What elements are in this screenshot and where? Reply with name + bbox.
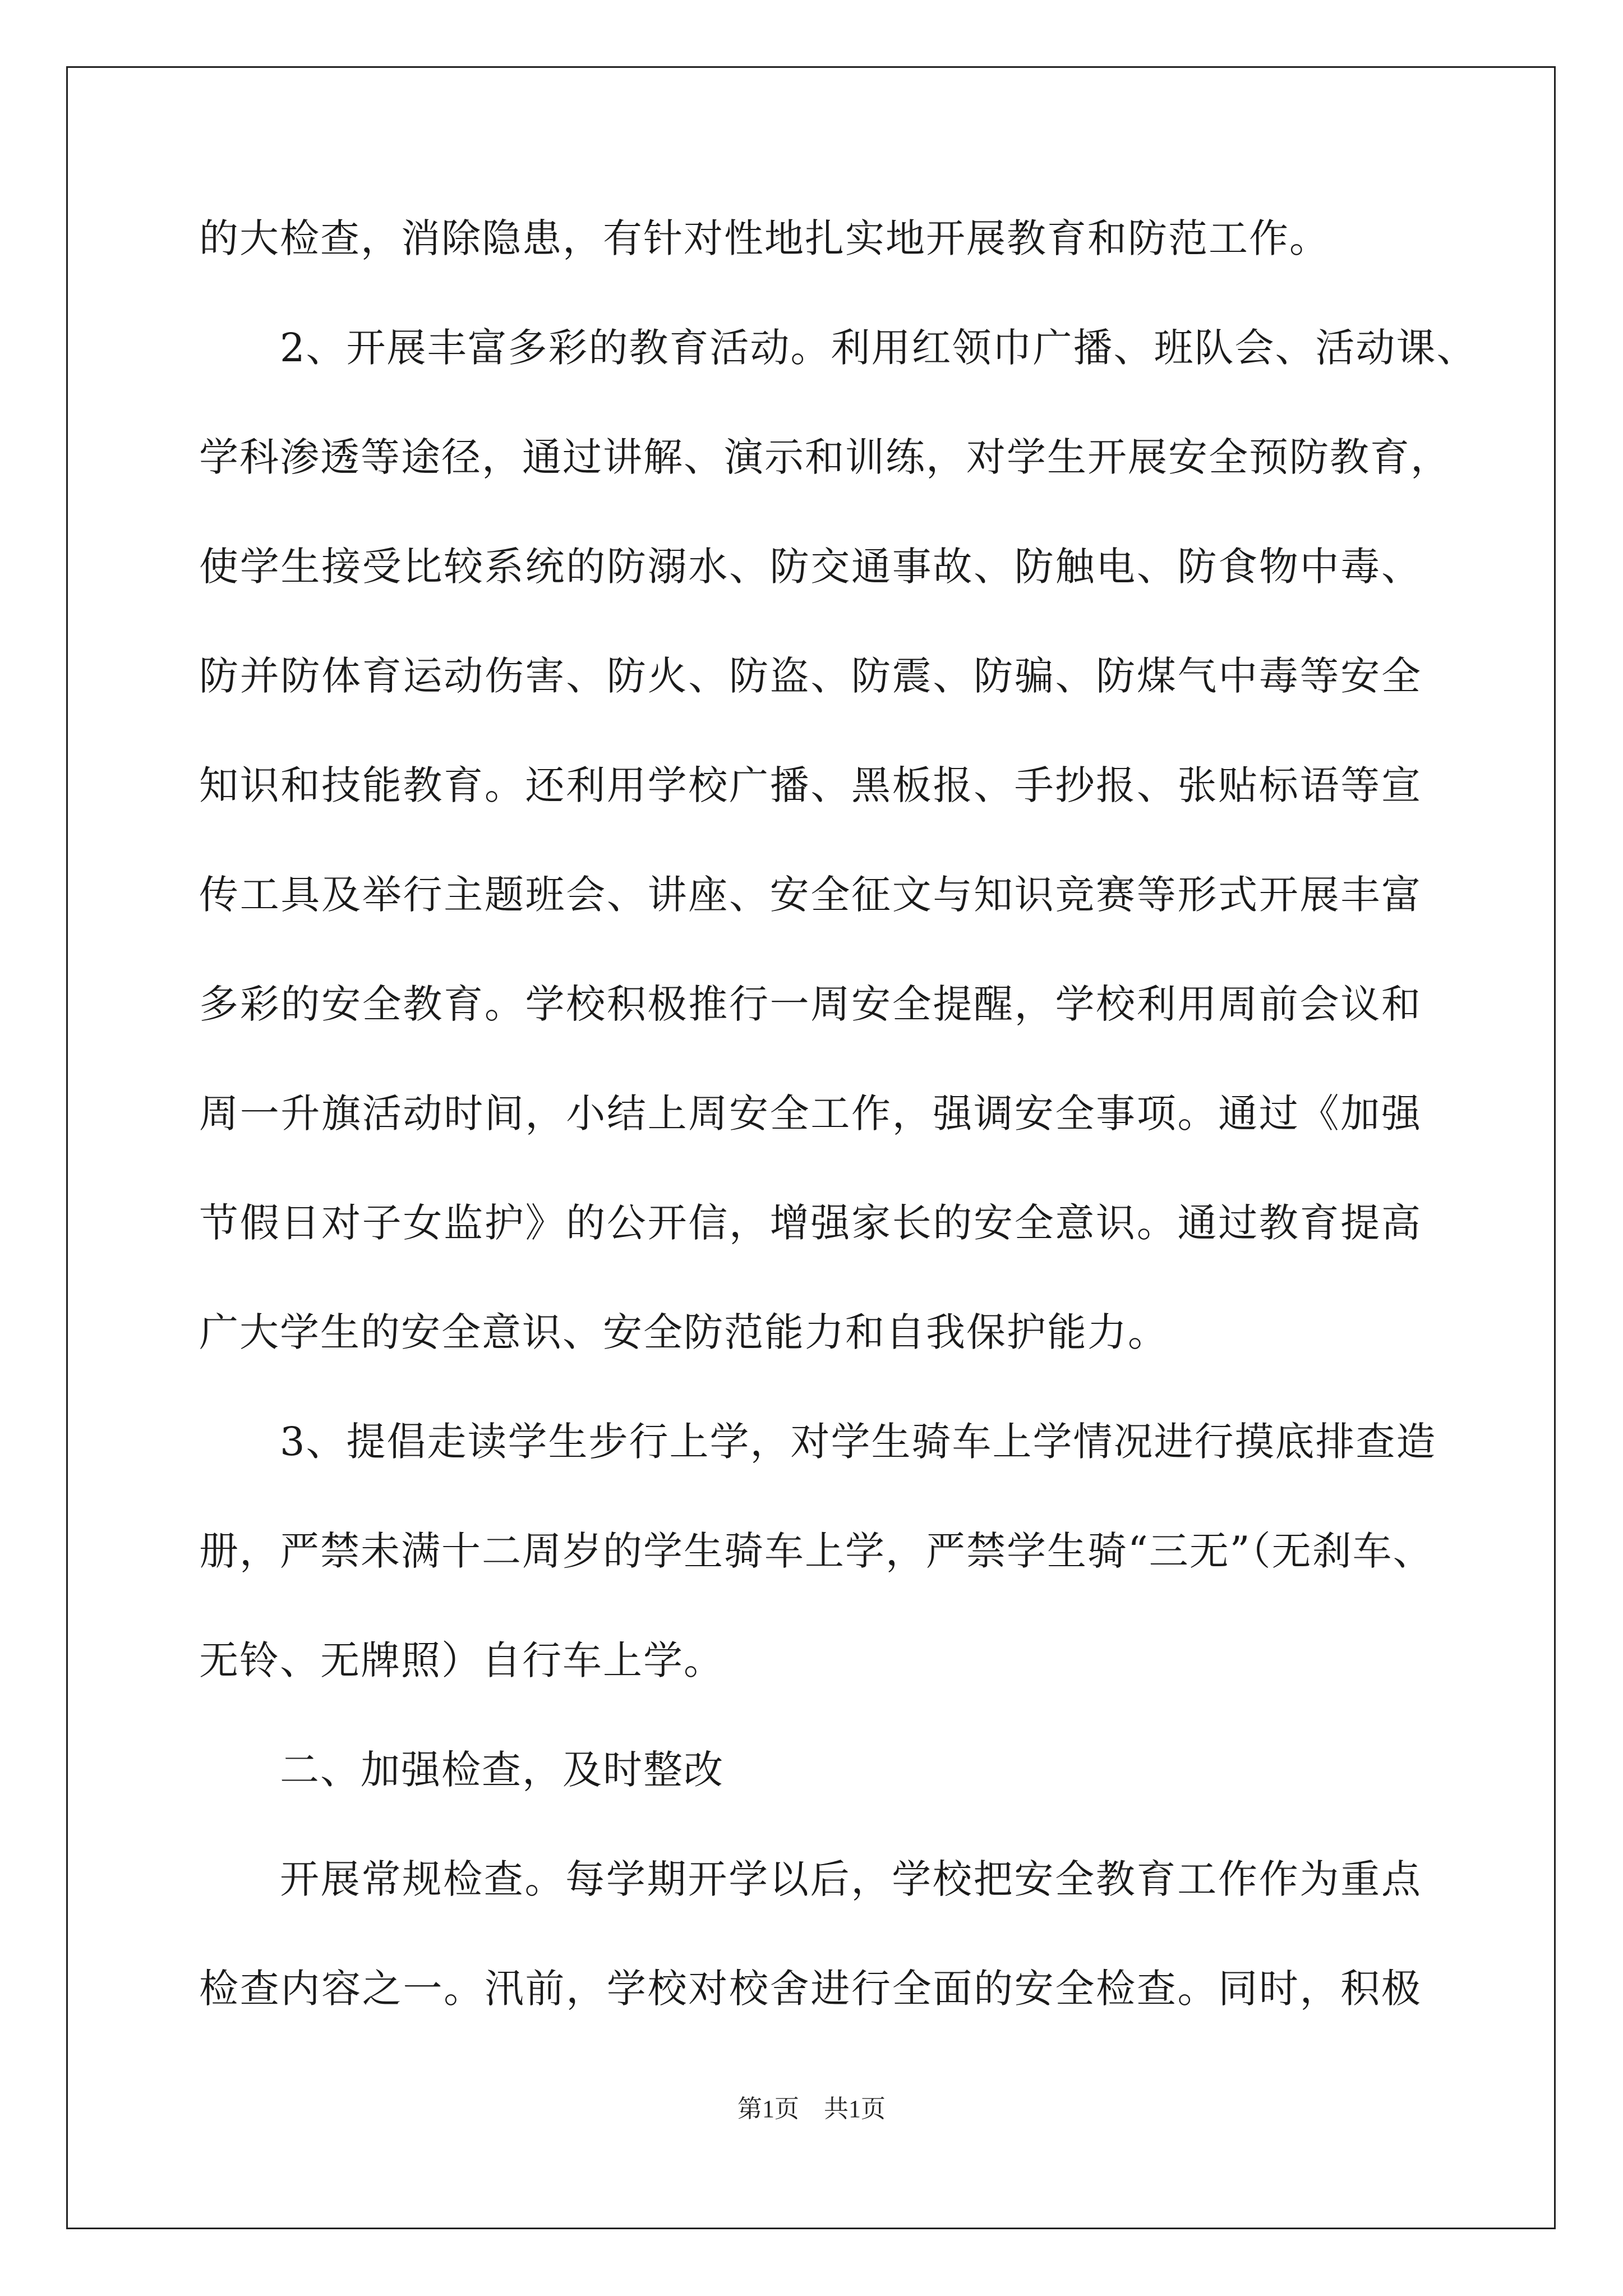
paragraph-line: 开展常规检查。每学期开学以后，学校把安全教育工作作为重点 <box>280 1856 1422 1902</box>
paragraph-line: 无铃、无牌照）自行车上学。 <box>199 1637 724 1683</box>
paragraph-line: 广大学生的安全意识、安全防范能力和自我保护能力。 <box>199 1309 1168 1355</box>
paragraph-line: 周一升旗活动时间，小结上周安全工作，强调安全事项。通过《加强 <box>199 1091 1422 1137</box>
paragraph-line: 节假日对子女监护》的公开信，增强家长的安全意识。通过教育提高 <box>199 1200 1422 1246</box>
paragraph-line: 防并防体育运动伤害、防火、防盗、防震、防骗、防煤气中毒等安全 <box>199 653 1422 699</box>
paragraph-line: 检查内容之一。汛前，学校对校舍进行全面的安全检查。同时，积极 <box>199 1966 1422 2012</box>
paragraph-line: 多彩的安全教育。学校积极推行一周安全提醒，学校利用周前会议和 <box>199 981 1422 1027</box>
paragraph-line: 2、开展丰富多彩的教育活动。利用红领巾广播、班队会、活动课、 <box>280 325 1477 371</box>
page-number-footer: 第1页 共1页 <box>737 2095 886 2123</box>
paragraph-line: 传工具及举行主题班会、讲座、安全征文与知识竞赛等形式开展丰富 <box>199 872 1422 918</box>
paragraph-line: 3、提倡走读学生步行上学，对学生骑车上学情况进行摸底排查造 <box>280 1419 1437 1465</box>
paragraph-line: 册，严禁未满十二周岁的学生骑车上学，严禁学生骑“三无”（无刹车、 <box>199 1528 1433 1574</box>
paragraph-continuation-line: 的大检查，消除隐患，有针对性地扎实地开展教育和防范工作。 <box>199 215 1330 261</box>
section-heading: 二、加强检查，及时整改 <box>280 1747 724 1793</box>
paragraph-line: 知识和技能教育。还利用学校广播、黑板报、手抄报、张贴标语等宣 <box>199 762 1422 808</box>
paragraph-line: 使学生接受比较系统的防溺水、防交通事故、防触电、防食物中毒、 <box>199 544 1422 590</box>
paragraph-line: 学科渗透等途径，通过讲解、演示和训练，对学生开展安全预防教育， <box>199 434 1451 480</box>
